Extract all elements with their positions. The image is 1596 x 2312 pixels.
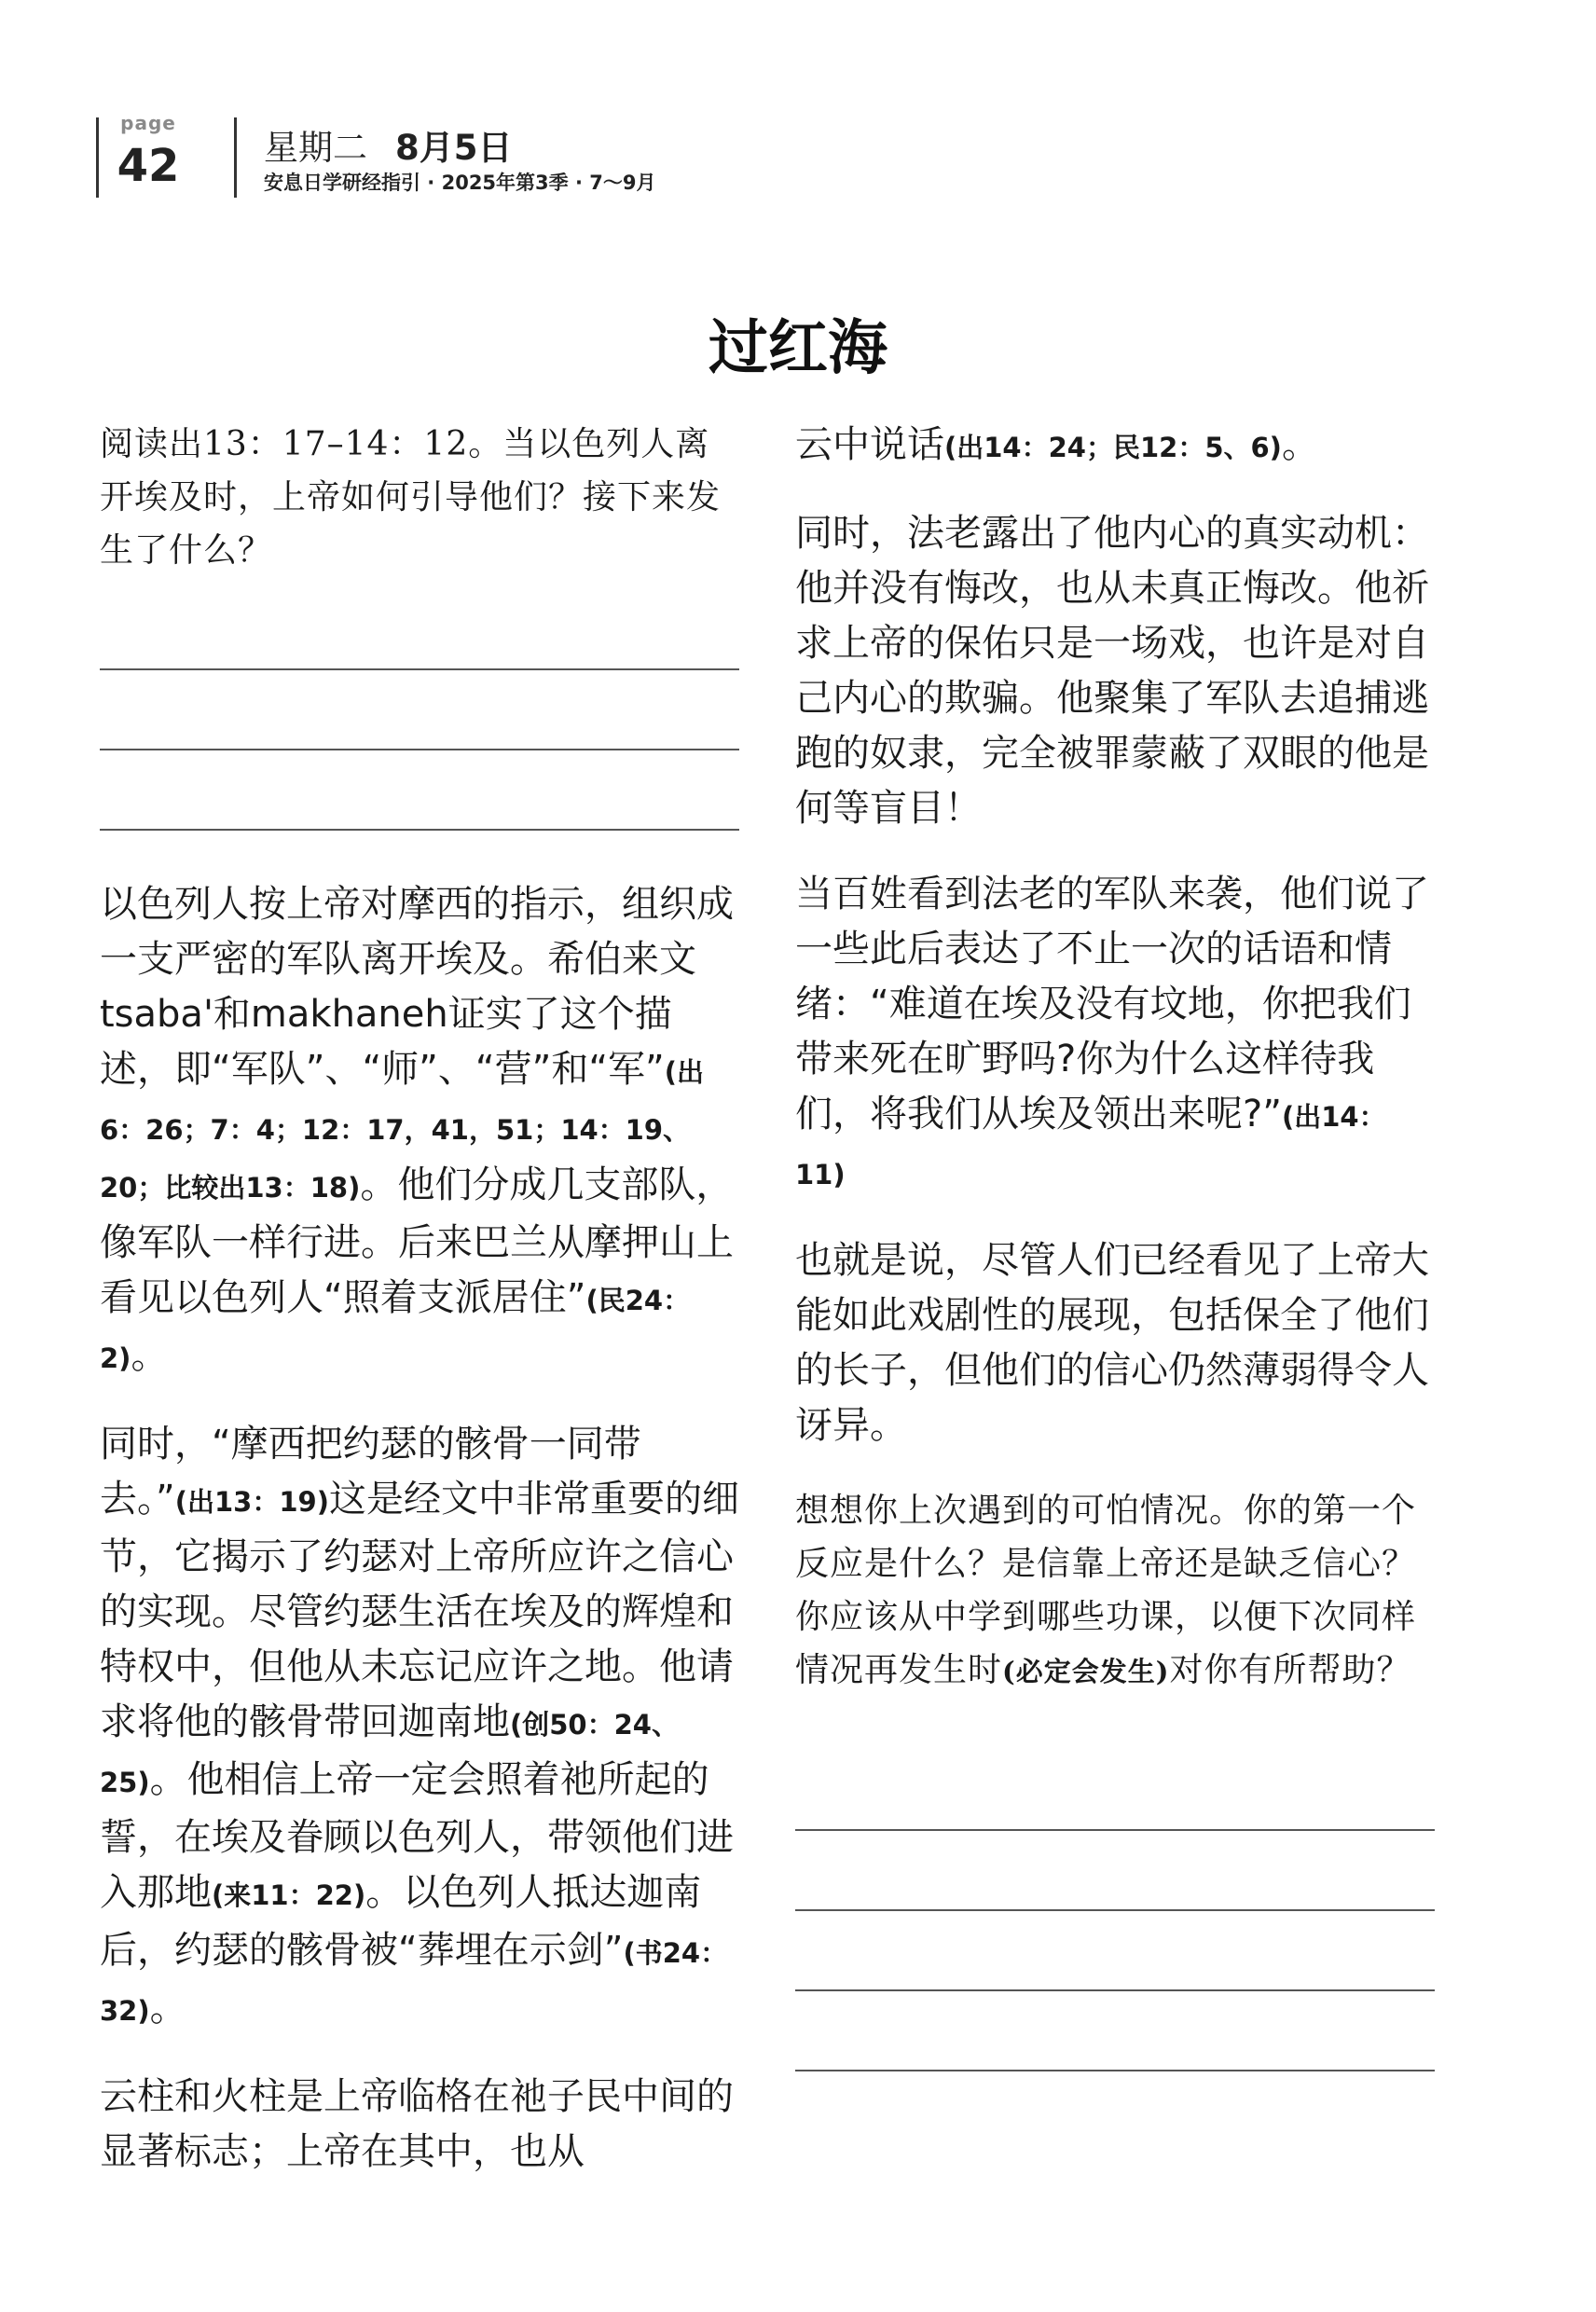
answer-line[interactable] xyxy=(795,1911,1435,1991)
scripture-ref: (出14：24；民12：5、6) xyxy=(944,432,1282,463)
page-number: 42 xyxy=(117,140,180,192)
scripture-ref: (来11：22) xyxy=(212,1879,366,1911)
answer-line[interactable] xyxy=(795,1831,1435,1911)
page-title: 过红海 xyxy=(709,313,887,383)
scripture-ref: (出13：19) xyxy=(174,1486,329,1518)
header-divider-right xyxy=(234,117,237,198)
header-date-line xyxy=(264,119,513,170)
answer-line[interactable] xyxy=(100,750,739,831)
reading-question: 阅读出13：17–14：12。当以色列人离开埃及时，上帝如何引导他们？接下来发生了什么？ xyxy=(100,425,722,570)
text-run: 云中说话 xyxy=(795,423,944,466)
text-run: 。 xyxy=(149,1987,187,2030)
answer-line[interactable] xyxy=(100,670,739,750)
scripture-ref: (创50：24、25) xyxy=(100,1709,679,1798)
scripture-ref: (书24：32) xyxy=(100,1937,728,2027)
text-run: 。他们分成几支部队，像军队一样行进。后来巴兰从摩押山上看见以色列人“照着支派居住” xyxy=(100,1163,734,1319)
text-run: 对你有所帮助？ xyxy=(1169,1651,1411,1689)
left-column xyxy=(100,418,739,2210)
paragraph-pillar-cont xyxy=(795,418,1435,475)
answer-line[interactable] xyxy=(795,1991,1435,2071)
paragraph-pharaoh: 同时，法老露出了他内心的真实动机：他并没有悔改，也从未真正悔改。他祈求上帝的保佑只是一场戏，也许是对自己内心的欺骗。他聚集了军队去追捕逃跑的奴隶，完全被罪蒙蔽了双眼的他是何等盲目！ xyxy=(795,512,1429,830)
text-run: 这是经文中非常重要的细节，它揭示了约瑟对上帝所应许之信心的实现。尽管约瑟生活在埃及的辉煌和特权中，但他从未忘记应许之地。他请求将他的骸骨带回迦南地 xyxy=(100,1478,739,1743)
answer-lines xyxy=(795,1751,1435,2071)
text-run: 同时，“摩西把约瑟的骸骨一同带去。” xyxy=(100,1423,641,1521)
paragraph-army xyxy=(100,877,739,1386)
weekday: 星期二 xyxy=(264,128,367,168)
paragraph-people-complain xyxy=(795,867,1435,1203)
reflection-question xyxy=(795,1484,1435,1699)
answer-line[interactable] xyxy=(795,1751,1435,1831)
text-run: 。 xyxy=(1281,423,1319,466)
page-label: page xyxy=(120,112,176,134)
text-run: 以色列人按上帝对摩西的指示，组织成一支严密的军队离开埃及。希伯来文tsaba'和makhaneh证实了这个描述，即“军队”、“师”、“营”和“军” xyxy=(100,883,734,1091)
paragraph-pillar: 云柱和火柱是上帝临格在祂子民中间的显著标志；上帝在其中，也从 xyxy=(100,2075,734,2173)
paragraph-joseph-bones xyxy=(100,1417,739,2039)
scripture-ref: (民24：2) xyxy=(100,1285,691,1374)
scripture-ref: (出6：26；7：4；12：17，41，51；14：19、20；比较出13：18) xyxy=(100,1056,705,1204)
text-run: 。他相信上帝一定会照着祂所起的誓，在埃及眷顾以色列人，带领他们进入那地 xyxy=(100,1758,734,1914)
text-run: 当百姓看到法老的军队来袭，他们说了一些此后表达了不止一次的话语和情绪：“难道在埃及没有坟地，你把我们带来死在旷野吗?你为什么这样待我们，将我们从埃及领出来呢?” xyxy=(795,873,1429,1135)
right-column xyxy=(795,418,1435,2071)
date: 8月5日 xyxy=(395,128,513,168)
answer-lines xyxy=(100,629,739,831)
answer-line[interactable] xyxy=(100,629,739,670)
guide-subtitle: 安息日学研经指引 · 2025年第3季 · 7～9月 xyxy=(264,172,656,194)
paragraph-weak-faith: 也就是说，尽管人们已经看见了上帝大能如此戏剧性的展现，包括保全了他们的长子，但他们的信心仍然薄弱得令人讶异。 xyxy=(795,1239,1429,1447)
text-run: 。以色列人抵达迦南后，约瑟的骸骨被“葬埋在示剑” xyxy=(100,1871,702,1972)
inline-note: (必定会发生) xyxy=(1002,1656,1170,1687)
text-run: 想想你上次遇到的可怕情况。你的第一个反应是什么？是信靠上帝还是缺乏信心？你应该从中学到哪些功课，以便下次同样情况再发生时 xyxy=(795,1492,1417,1689)
text-run: 。 xyxy=(131,1334,169,1377)
scripture-ref: (出14：11) xyxy=(795,1101,1386,1190)
